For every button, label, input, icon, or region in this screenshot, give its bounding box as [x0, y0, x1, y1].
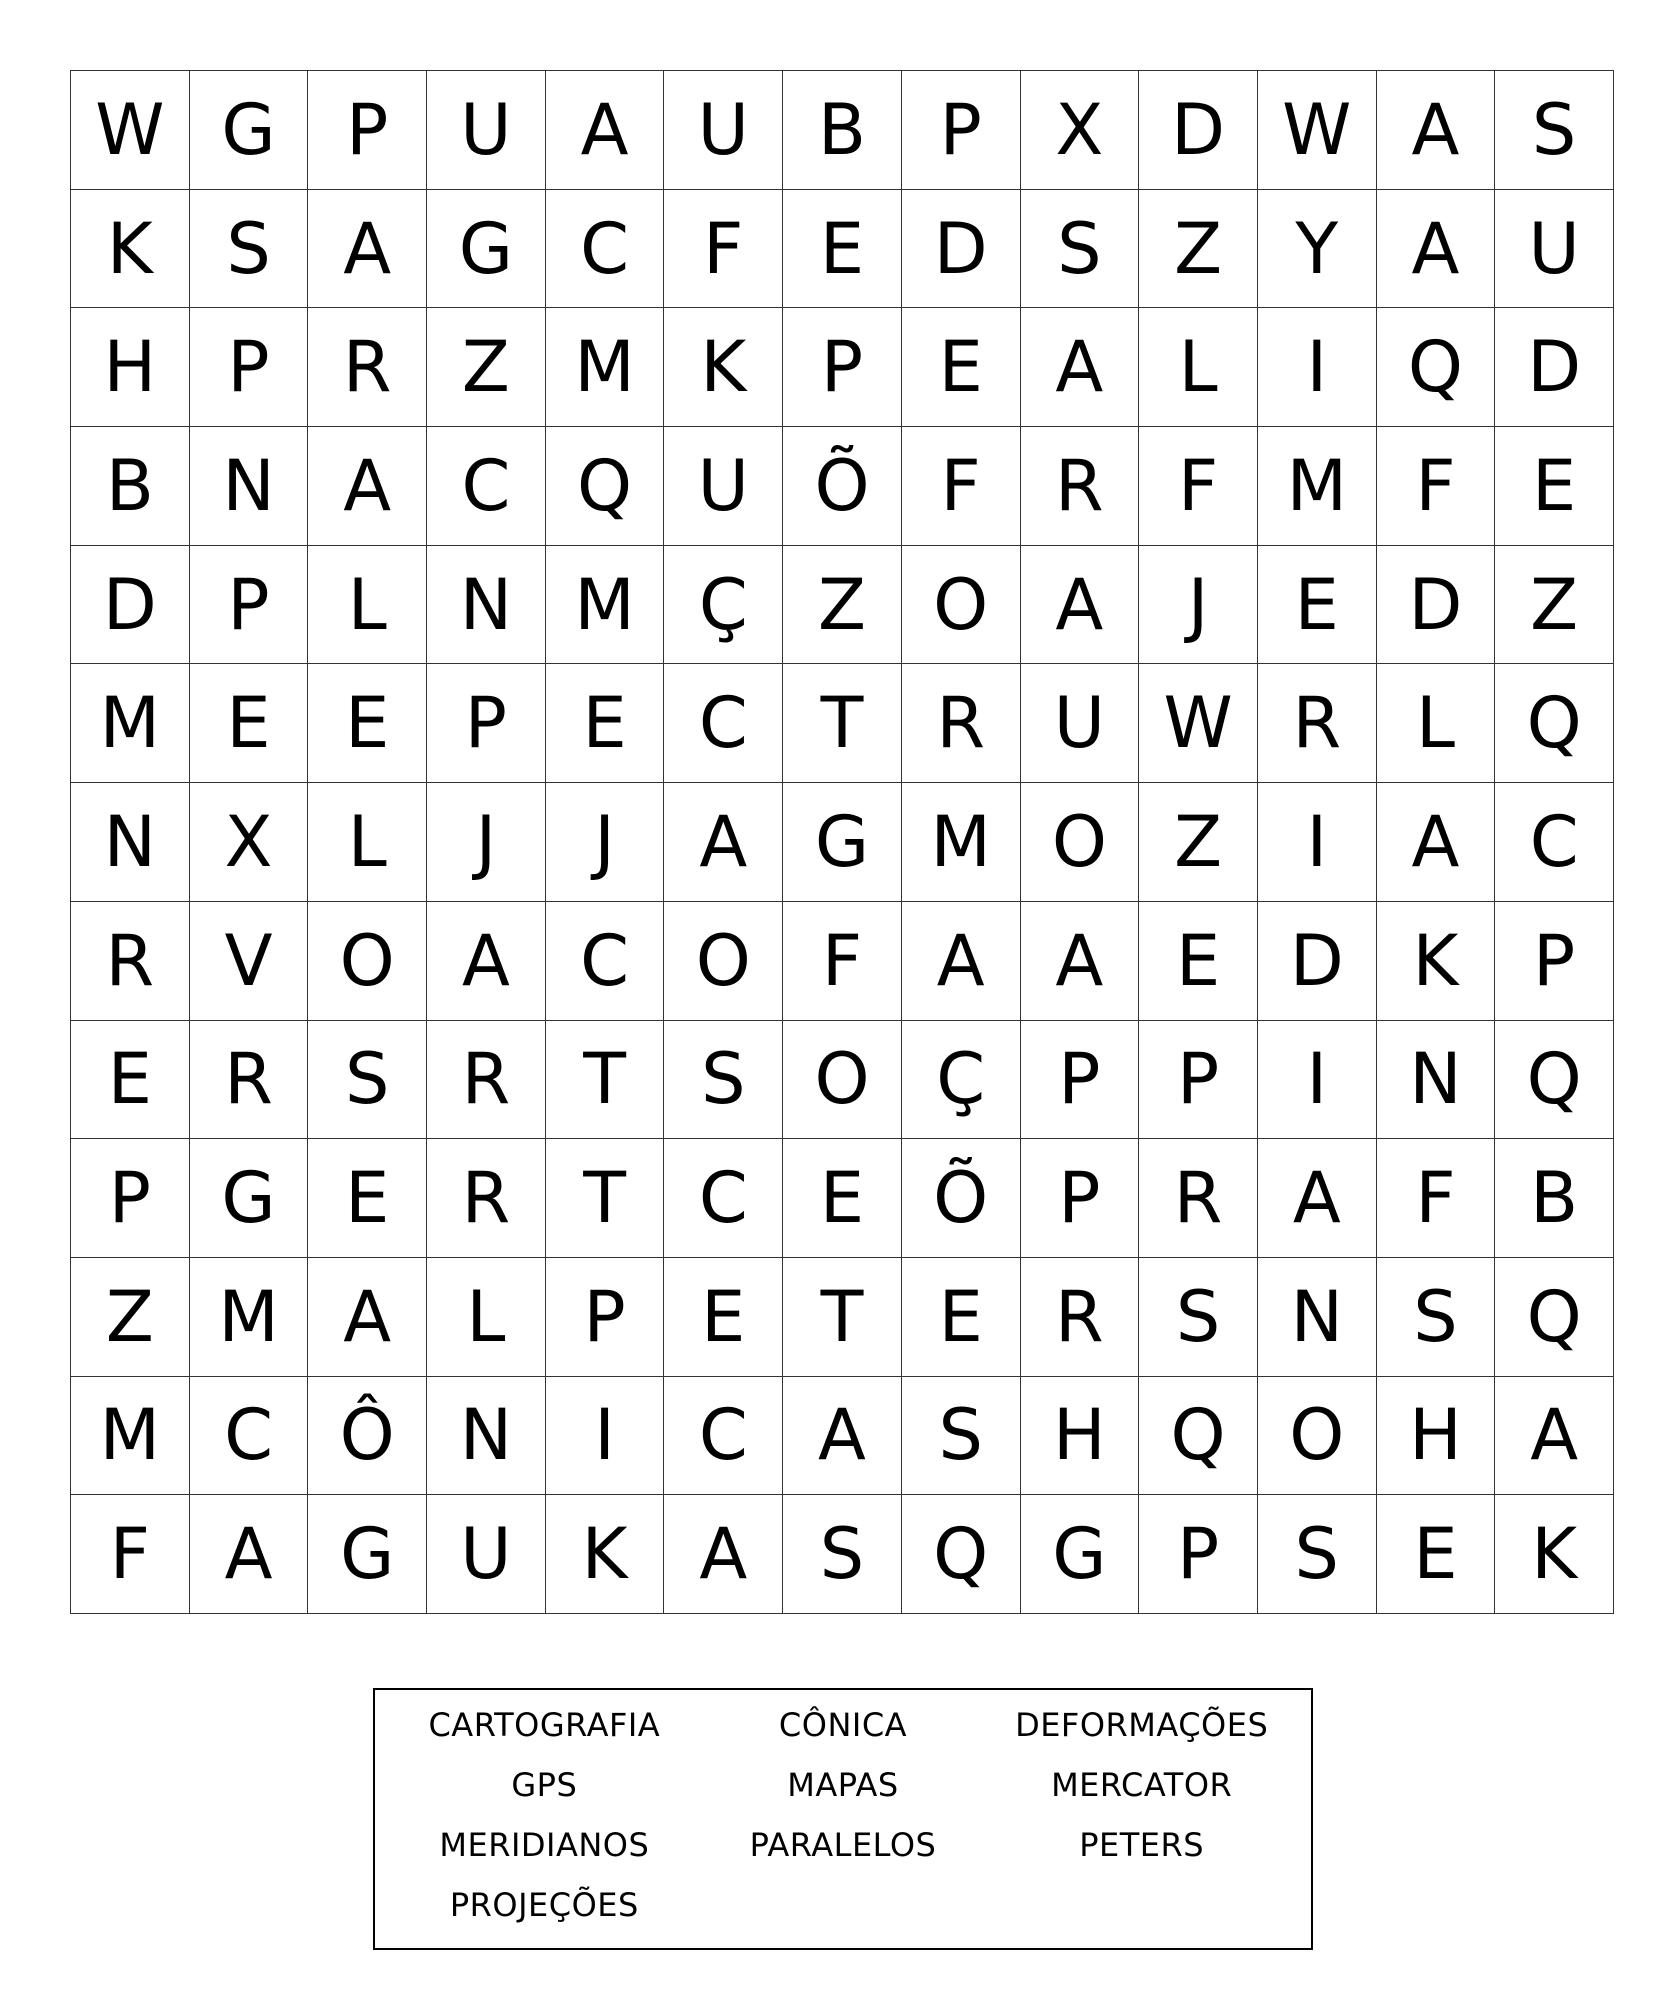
grid-cell[interactable]: S: [308, 1021, 427, 1140]
grid-cell[interactable]: P: [1139, 1495, 1258, 1614]
grid-cell[interactable]: T: [783, 664, 902, 783]
word-list-item: PARALELOS: [749, 1826, 937, 1864]
grid-cell[interactable]: A: [664, 1495, 783, 1614]
grid-cell[interactable]: R: [427, 1139, 546, 1258]
grid-cell[interactable]: H: [1021, 1377, 1140, 1496]
grid-cell[interactable]: S: [190, 190, 309, 309]
grid-cell[interactable]: Z: [1139, 190, 1258, 309]
grid-cell[interactable]: A: [1377, 71, 1496, 190]
grid-cell[interactable]: N: [427, 546, 546, 665]
grid-cell[interactable]: P: [1495, 902, 1614, 1021]
grid-cell[interactable]: A: [783, 1377, 902, 1496]
grid-cell[interactable]: F: [1139, 427, 1258, 546]
grid-cell[interactable]: D: [1139, 71, 1258, 190]
grid-cell[interactable]: J: [546, 783, 665, 902]
grid-cell[interactable]: E: [902, 1258, 1021, 1377]
grid-cell[interactable]: A: [427, 902, 546, 1021]
grid-cell[interactable]: J: [427, 783, 546, 902]
grid-cell[interactable]: S: [664, 1021, 783, 1140]
grid-cell[interactable]: N: [1377, 1021, 1496, 1140]
grid-cell[interactable]: G: [783, 783, 902, 902]
grid-cell[interactable]: U: [1021, 664, 1140, 783]
grid-cell[interactable]: P: [190, 308, 309, 427]
grid-cell[interactable]: E: [1139, 902, 1258, 1021]
grid-cell[interactable]: B: [1495, 1139, 1614, 1258]
grid-cell[interactable]: I: [1258, 783, 1377, 902]
grid-cell[interactable]: R: [1258, 664, 1377, 783]
grid-cell[interactable]: G: [190, 71, 309, 190]
grid-cell[interactable]: T: [546, 1139, 665, 1258]
grid-cell[interactable]: E: [783, 1139, 902, 1258]
grid-cell[interactable]: Ô: [308, 1377, 427, 1496]
grid-cell[interactable]: S: [783, 1495, 902, 1614]
grid-cell[interactable]: S: [1021, 190, 1140, 309]
grid-cell[interactable]: M: [71, 664, 190, 783]
grid-cell[interactable]: Ç: [902, 1021, 1021, 1140]
grid-cell[interactable]: A: [1021, 902, 1140, 1021]
grid-cell[interactable]: R: [427, 1021, 546, 1140]
grid-cell[interactable]: Q: [1377, 308, 1496, 427]
grid-cell[interactable]: E: [71, 1021, 190, 1140]
grid-cell[interactable]: B: [71, 427, 190, 546]
word-list-item: CÔNICA: [778, 1706, 908, 1744]
grid-cell[interactable]: N: [427, 1377, 546, 1496]
grid-cell[interactable]: Q: [1139, 1377, 1258, 1496]
grid-cell[interactable]: D: [1495, 308, 1614, 427]
grid-cell[interactable]: A: [1495, 1377, 1614, 1496]
grid-cell[interactable]: S: [1495, 71, 1614, 190]
grid-cell[interactable]: E: [546, 664, 665, 783]
grid-cell[interactable]: M: [902, 783, 1021, 902]
grid-cell[interactable]: A: [1021, 546, 1140, 665]
grid-cell[interactable]: D: [1258, 902, 1377, 1021]
grid-cell[interactable]: F: [902, 427, 1021, 546]
grid-cell[interactable]: L: [308, 546, 427, 665]
grid-cell[interactable]: P: [190, 546, 309, 665]
grid-cell[interactable]: F: [664, 190, 783, 309]
grid-cell[interactable]: P: [546, 1258, 665, 1377]
grid-cell[interactable]: U: [664, 71, 783, 190]
grid-cell[interactable]: O: [664, 902, 783, 1021]
grid-cell[interactable]: Q: [1495, 1258, 1614, 1377]
grid-cell[interactable]: Õ: [783, 427, 902, 546]
letter-grid: [70, 70, 1614, 1614]
grid-cell[interactable]: A: [664, 783, 783, 902]
grid-cell[interactable]: P: [1021, 1139, 1140, 1258]
grid-cell[interactable]: U: [664, 427, 783, 546]
grid-cell[interactable]: T: [783, 1258, 902, 1377]
word-list-item: PROJEÇÕES: [449, 1886, 639, 1924]
grid-cell[interactable]: N: [71, 783, 190, 902]
grid-cell[interactable]: F: [783, 902, 902, 1021]
word-list-box: [373, 1688, 1313, 1950]
grid-cell[interactable]: A: [308, 190, 427, 309]
grid-cell[interactable]: Z: [427, 308, 546, 427]
grid-cell[interactable]: F: [1377, 427, 1496, 546]
grid-cell[interactable]: X: [1021, 71, 1140, 190]
grid-cell[interactable]: C: [546, 902, 665, 1021]
grid-cell[interactable]: M: [546, 308, 665, 427]
grid-cell[interactable]: A: [902, 902, 1021, 1021]
grid-cell[interactable]: L: [1377, 664, 1496, 783]
grid-cell[interactable]: F: [1377, 1139, 1496, 1258]
grid-cell[interactable]: H: [71, 308, 190, 427]
grid-cell[interactable]: K: [664, 308, 783, 427]
grid-cell[interactable]: A: [1258, 1139, 1377, 1258]
grid-cell[interactable]: G: [190, 1139, 309, 1258]
grid-cell[interactable]: W: [1258, 71, 1377, 190]
grid-cell[interactable]: K: [1495, 1495, 1614, 1614]
grid-cell[interactable]: I: [1258, 1021, 1377, 1140]
grid-cell[interactable]: P: [783, 308, 902, 427]
grid-cell[interactable]: Z: [783, 546, 902, 665]
grid-cell[interactable]: A: [308, 1258, 427, 1377]
grid-cell[interactable]: R: [190, 1021, 309, 1140]
grid-cell[interactable]: Q: [1495, 1021, 1614, 1140]
word-list: [395, 1704, 1291, 1926]
grid-cell[interactable]: A: [1021, 308, 1140, 427]
grid-cell[interactable]: Ç: [664, 546, 783, 665]
grid-cell[interactable]: P: [1021, 1021, 1140, 1140]
word-list-item: MERCATOR: [1051, 1766, 1233, 1804]
grid-cell[interactable]: A: [308, 427, 427, 546]
grid-cell[interactable]: Õ: [902, 1139, 1021, 1258]
grid-cell[interactable]: N: [1258, 1258, 1377, 1377]
grid-cell[interactable]: R: [71, 902, 190, 1021]
grid-cell[interactable]: I: [1258, 308, 1377, 427]
grid-cell[interactable]: C: [664, 664, 783, 783]
grid-cell[interactable]: T: [546, 1021, 665, 1140]
grid-cell[interactable]: P: [427, 664, 546, 783]
grid-cell[interactable]: D: [902, 190, 1021, 309]
grid-cell[interactable]: O: [902, 546, 1021, 665]
grid-cell[interactable]: O: [1021, 783, 1140, 902]
grid-cell[interactable]: B: [783, 71, 902, 190]
grid-cell[interactable]: Q: [902, 1495, 1021, 1614]
grid-cell[interactable]: C: [664, 1377, 783, 1496]
grid-cell[interactable]: C: [546, 190, 665, 309]
grid-cell[interactable]: A: [546, 71, 665, 190]
grid-cell[interactable]: I: [546, 1377, 665, 1496]
word-list-item: DEFORMAÇÕES: [1015, 1706, 1269, 1744]
grid-cell[interactable]: A: [190, 1495, 309, 1614]
grid-cell[interactable]: O: [1258, 1377, 1377, 1496]
grid-cell[interactable]: U: [1495, 190, 1614, 309]
grid-cell[interactable]: G: [308, 1495, 427, 1614]
grid-cell[interactable]: M: [71, 1377, 190, 1496]
grid-cell[interactable]: E: [902, 308, 1021, 427]
grid-cell[interactable]: U: [427, 1495, 546, 1614]
grid-cell[interactable]: E: [1377, 1495, 1496, 1614]
grid-cell[interactable]: E: [308, 664, 427, 783]
grid-cell[interactable]: E: [1258, 546, 1377, 665]
grid-cell[interactable]: O: [783, 1021, 902, 1140]
grid-cell[interactable]: K: [71, 190, 190, 309]
word-list-item: MERIDIANOS: [439, 1826, 650, 1864]
word-list-item: GPS: [511, 1766, 578, 1804]
grid-cell[interactable]: U: [427, 71, 546, 190]
grid-cell[interactable]: C: [1495, 783, 1614, 902]
grid-cell[interactable]: Z: [71, 1258, 190, 1377]
grid-cell[interactable]: Z: [1139, 783, 1258, 902]
grid-cell[interactable]: O: [308, 902, 427, 1021]
grid-cell[interactable]: L: [1139, 308, 1258, 427]
grid-cell[interactable]: X: [190, 783, 309, 902]
grid-cell[interactable]: E: [308, 1139, 427, 1258]
grid-cell[interactable]: Q: [1495, 664, 1614, 783]
grid-cell[interactable]: C: [190, 1377, 309, 1496]
grid-cell[interactable]: M: [546, 546, 665, 665]
grid-cell[interactable]: D: [1377, 546, 1496, 665]
grid-cell[interactable]: K: [546, 1495, 665, 1614]
word-list-item: MAPAS: [787, 1766, 899, 1804]
grid-cell[interactable]: R: [1021, 1258, 1140, 1377]
grid-cell[interactable]: Z: [1495, 546, 1614, 665]
grid-cell[interactable]: W: [1139, 664, 1258, 783]
grid-cell[interactable]: R: [1021, 427, 1140, 546]
grid-cell[interactable]: S: [902, 1377, 1021, 1496]
grid-cell[interactable]: V: [190, 902, 309, 1021]
grid-cell[interactable]: S: [1139, 1258, 1258, 1377]
word-list-item: CARTOGRAFIA: [428, 1706, 661, 1744]
grid-cell[interactable]: R: [902, 664, 1021, 783]
grid-cell[interactable]: C: [664, 1139, 783, 1258]
grid-cell[interactable]: L: [427, 1258, 546, 1377]
grid-cell[interactable]: K: [1377, 902, 1496, 1021]
grid-cell[interactable]: Q: [546, 427, 665, 546]
grid-cell[interactable]: N: [190, 427, 309, 546]
grid-cell[interactable]: P: [902, 71, 1021, 190]
grid-cell[interactable]: W: [71, 71, 190, 190]
grid-cell[interactable]: P: [1139, 1021, 1258, 1140]
grid-cell[interactable]: P: [308, 71, 427, 190]
grid-cell[interactable]: G: [1021, 1495, 1140, 1614]
grid-cell[interactable]: P: [71, 1139, 190, 1258]
grid-cell[interactable]: H: [1377, 1377, 1496, 1496]
grid-cell[interactable]: E: [664, 1258, 783, 1377]
grid-cell[interactable]: E: [1495, 427, 1614, 546]
grid-cell[interactable]: E: [783, 190, 902, 309]
word-list-item: PETERS: [1079, 1826, 1205, 1864]
grid-cell[interactable]: M: [190, 1258, 309, 1377]
grid-cell[interactable]: Y: [1258, 190, 1377, 309]
grid-cell[interactable]: J: [1139, 546, 1258, 665]
grid-cell[interactable]: S: [1377, 1258, 1496, 1377]
grid-cell[interactable]: R: [308, 308, 427, 427]
grid-cell[interactable]: D: [71, 546, 190, 665]
grid-cell[interactable]: A: [1377, 783, 1496, 902]
grid-cell[interactable]: G: [427, 190, 546, 309]
grid-cell[interactable]: L: [308, 783, 427, 902]
grid-cell[interactable]: C: [427, 427, 546, 546]
grid-cell[interactable]: A: [1377, 190, 1496, 309]
grid-cell[interactable]: R: [1139, 1139, 1258, 1258]
grid-cell[interactable]: E: [190, 664, 309, 783]
grid-cell[interactable]: F: [71, 1495, 190, 1614]
grid-cell[interactable]: M: [1258, 427, 1377, 546]
grid-cell[interactable]: S: [1258, 1495, 1377, 1614]
